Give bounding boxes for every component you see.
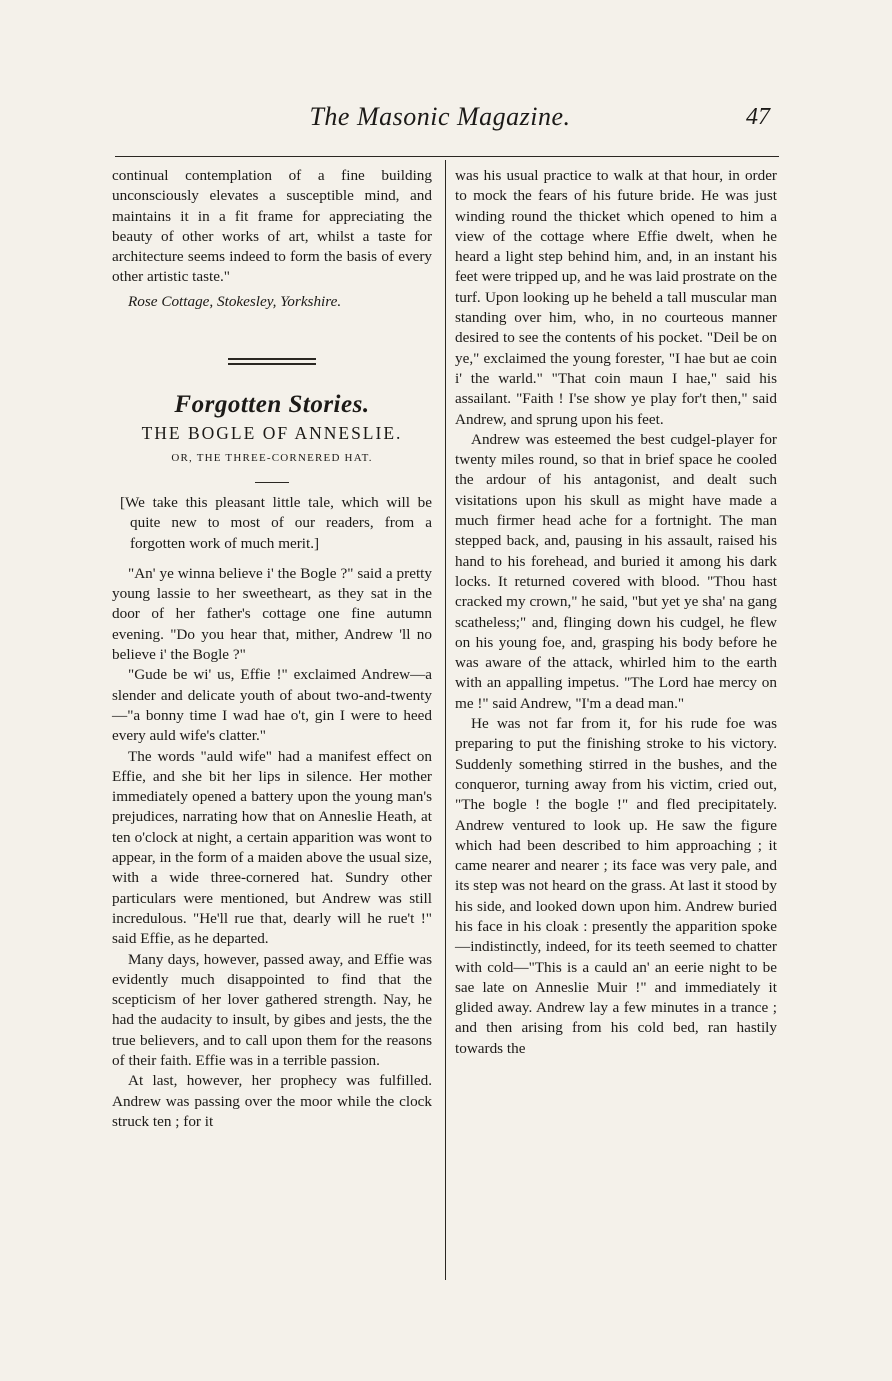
story-paragraph: He was not far from it, for his rude foe was preparing to put the finishing stroke to his victory. Suddenly something stirred in the bushes, and the conqueror, turning away from his victim, cried out, "The bogle ! the bogle !" and fled precipitately. Andrew ventured to look up. He saw the figure which had been described to him approaching ; it came nearer and nearer ; its face was very pale, and its step was not heard on the grass. At last it stood by his side, and looked down upon him. Andrew buried his face in his cloak : presently the apparition spoke—indistinctly, indeed, for its teeth seemed to chatter with cold—"This is a cauld an' an eerie night to be sae late on Anneslie Muir !" and immediately it glided away. Andrew lay a few minutes in a trance ; and then arising from his cold bed, ran hastily towards the <box>455 715 777 1057</box>
section-heading: Forgotten Stories. <box>174 391 370 419</box>
author-signoff: Rose Cottage, Stokesley, Yorkshire. <box>128 292 342 310</box>
continued-paragraph: continual contemplation of a fine building unconsciously elevates a susceptible mind, and maintains it in a fit frame for appreciating the beauty of other works of art, whilst a taste for architecture seems indeed to form the basis of every other artistic taste." <box>112 167 432 286</box>
editorial-note: [We take this pleasant little tale, which will be quite new to most of our readers, from a forgotten work of much merit.] <box>120 493 432 552</box>
left-column <box>112 166 432 1132</box>
right-column <box>455 166 777 1059</box>
page-number: 47 <box>746 104 770 130</box>
story-paragraph: The words "auld wife" had a manifest effect on Effie, and she bit her lips in silence. Her mother immediately opened a battery upon the young man's prejudices, narrating how that on Anneslie Heath, at ten o'clock at night, a certain apparition was wont to appear, in the form of a maiden above the usual size, with a wide three-cornered hat. Sundry other particulars were mentioned, but Andrew was still incredulous. "He'll rue that, dearly will he rue't !" said Effie, as he departed. <box>112 747 432 948</box>
story-paragraph: "Gude be wi' us, Effie !" exclaimed Andrew—a slender and delicate youth of about two-and-twenty—"a bonny time I wad hae o't, gin I were to heed every auld wife's clatter." <box>112 666 432 745</box>
story-paragraph: At last, however, her prophecy was fulfilled. Andrew was passing over the moor while the clock struck ten ; for it <box>112 1072 432 1130</box>
story-title: THE BOGLE OF ANNESLIE. <box>141 423 403 444</box>
header-rule <box>115 156 779 157</box>
story-subtitle: OR, THE THREE-CORNERED HAT. <box>171 451 373 464</box>
story-paragraph: Many days, however, passed away, and Effie was evidently much disappointed to find that the scepticism of her lover gathered strength. Nay, he had the audacity to insult, by gibes and jests, the the true believers, and to call upon them for the reasons of their faith. Effie was in a terrible passion. <box>112 950 432 1069</box>
running-title: The Masonic Magazine. <box>309 102 571 131</box>
column-divider <box>445 160 446 1280</box>
story-paragraph: Andrew was esteemed the best cudgel-player for twenty miles round, so that in brief space he cooled the ardour of his antagonist, and dealt such visitations upon his skull as might have made a much firmer head ache for a fortnight. The man stepped back, and, pausing in his assault, raised his hand to his forehead, and buried it among his dark locks. It returned covered with blood. "Thou hast cracked my crown," he said, "but yet ye sha' na gang scatheless;" and, flinging down his cudgel, he flew on his young foe, and, grasping his body before he was aware of the attack, whirled him to the earth with an appalling impetus. "The Lord hae mercy on me !" said Andrew, "I'm a dead man." <box>455 430 777 712</box>
story-paragraph: was his usual practice to walk at that hour, in order to mock the fears of his future bride. He was just winding round the thicket which opened to him a view of the cottage where Effie dwelt, when he heard a light step behind him, and, in an instant his feet were tripped up, and he was laid prostrate on the turf. Upon looking up he beheld a tall muscular man standing over him, who, in no courteous manner desired to see the contents of his pocket. "Deil be on ye," exclaimed the young forester, "I hae but ae coin i' the warld." "That coin maun I hae," said his assailant. "Faith ! I'se show ye play for't then," said Andrew, and sprung upon his feet. <box>455 167 777 428</box>
section-divider <box>228 358 316 365</box>
page-header <box>110 100 770 140</box>
story-paragraph: "An' ye winna believe i' the Bogle ?" said a pretty young lassie to her sweetheart, as they sat in the door of her father's cottage one fine autumn evening. "Do you hear that, mither, Andrew 'll no believe i' the Bogle ?" <box>112 564 432 664</box>
title-rule <box>255 482 289 483</box>
